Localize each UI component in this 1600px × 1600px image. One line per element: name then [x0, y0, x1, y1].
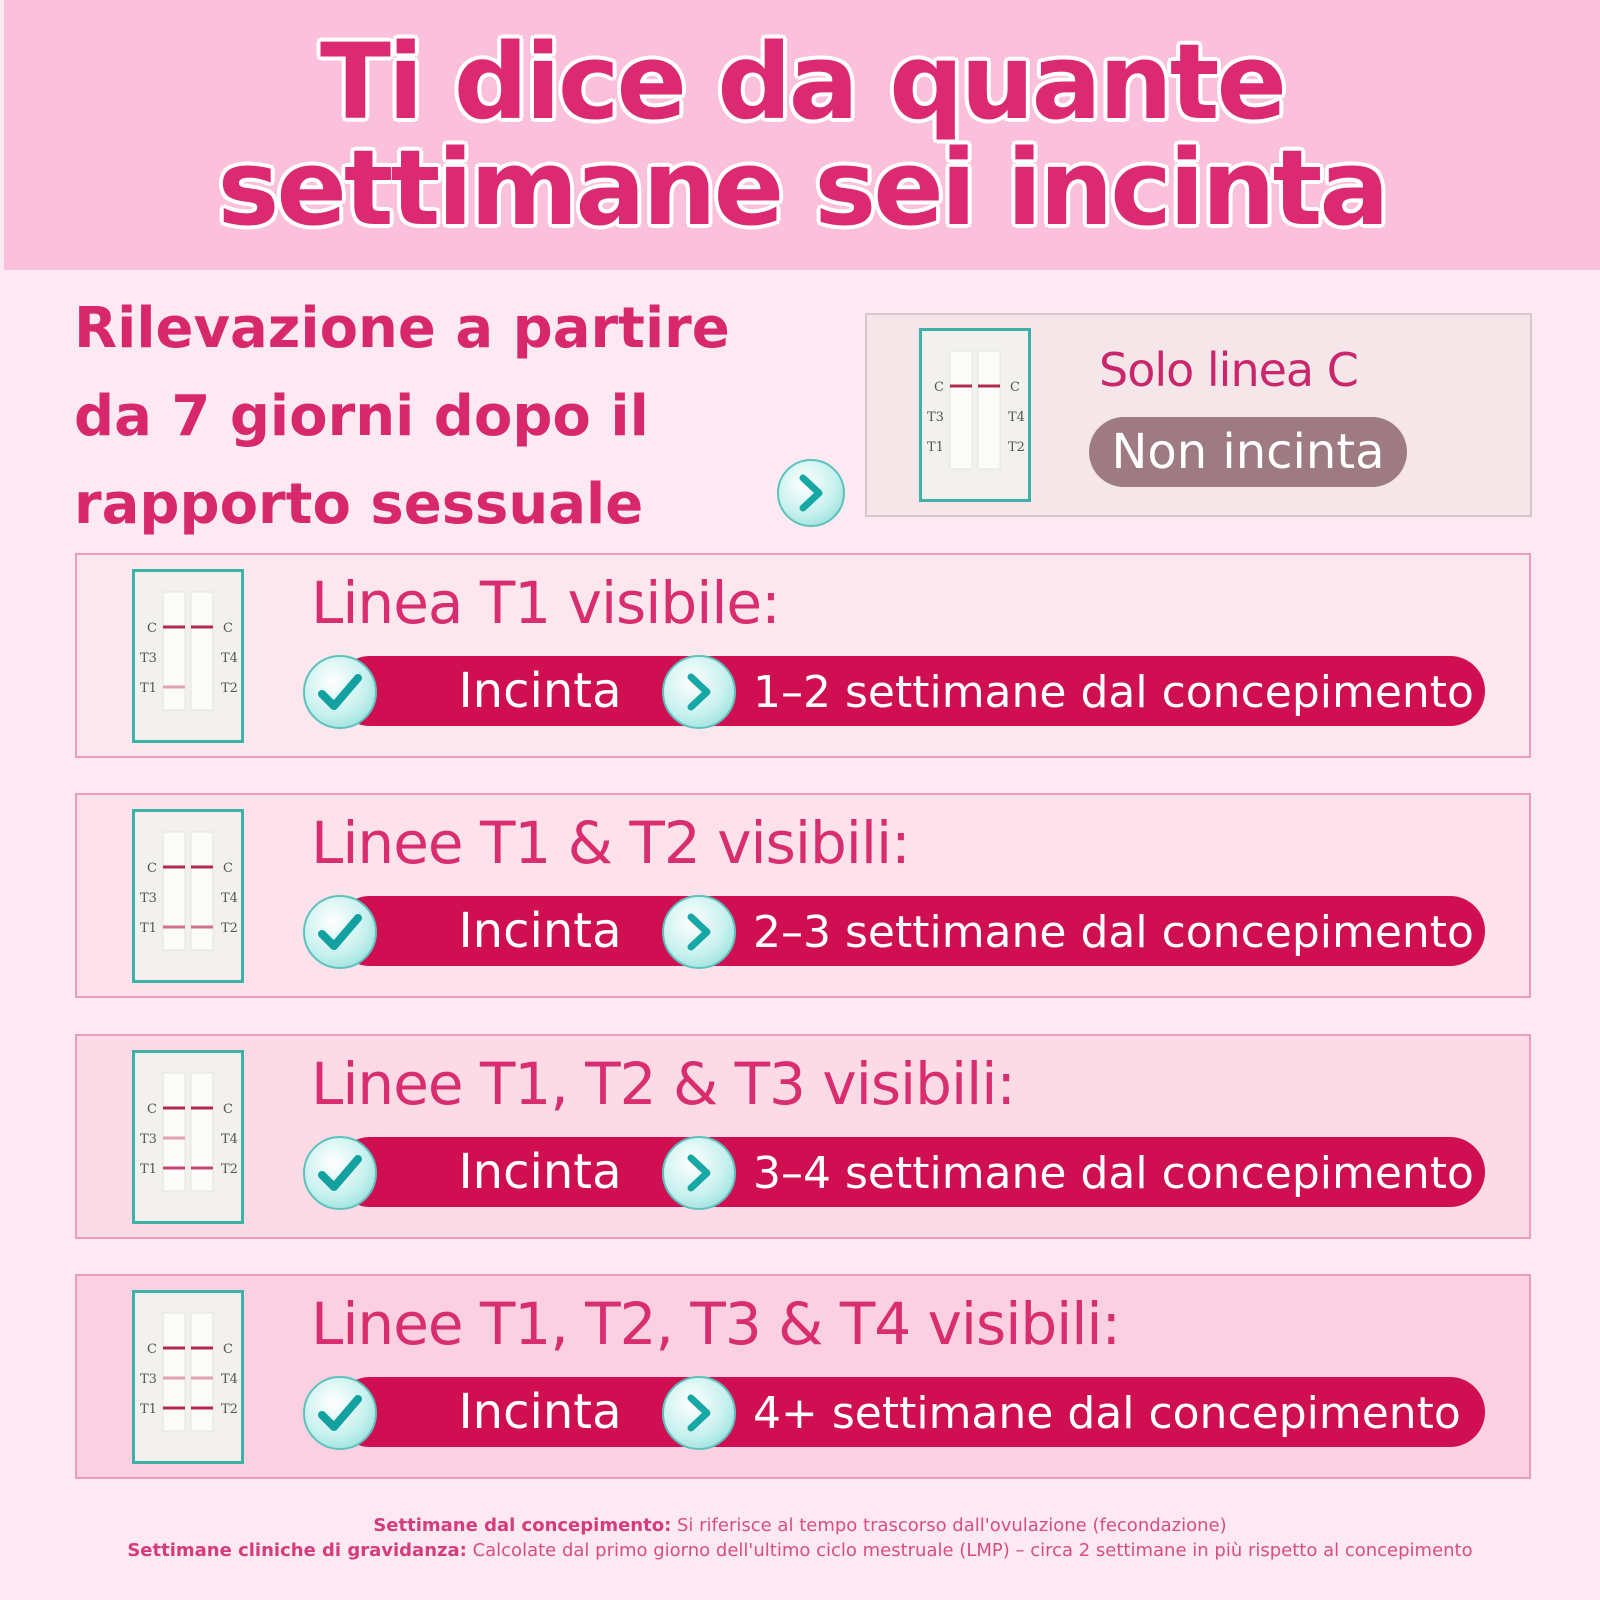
footnote-2-text: Calcolate dal primo giorno dell'ultimo ciclo mestruale (LMP) – circa 2 settimane in più rispetto al concepimento	[466, 1540, 1473, 1561]
negative-result-card	[865, 313, 1532, 517]
check-icon	[303, 895, 377, 969]
check-icon	[303, 1376, 377, 1450]
result-bar	[335, 1377, 1485, 1447]
intro-text	[74, 285, 774, 549]
headline-line-2: settimane sei incinta	[217, 127, 1387, 249]
strip-label-t4: T4	[1008, 410, 1025, 425]
svg-text:T3: T3	[140, 891, 157, 906]
strip-label-c: C	[1010, 380, 1020, 395]
chevron-right-icon	[662, 1376, 736, 1450]
intro-line-3: rapporto sessuale	[74, 472, 644, 537]
result-weeks: 3–4 settimane dal concepimento	[753, 1148, 1474, 1199]
result-status: Incinta	[458, 903, 622, 959]
footnote-1-term: Settimane dal concepimento:	[373, 1515, 672, 1536]
svg-text:C: C	[223, 621, 233, 636]
test-strip-image	[132, 569, 244, 743]
svg-text:C: C	[147, 1102, 157, 1117]
result-title: Linee T1, T2 & T3 visibili:	[311, 1050, 1015, 1118]
result-row-1	[75, 553, 1531, 758]
result-bar	[335, 896, 1485, 966]
test-strip-image	[919, 328, 1031, 502]
intro-line-1: Rilevazione a partire	[74, 296, 730, 361]
svg-text:T1: T1	[140, 1402, 157, 1417]
intro-line-2: da 7 giorni dopo il	[74, 384, 649, 449]
chevron-right-icon	[662, 1136, 736, 1210]
svg-text:T4: T4	[221, 891, 238, 906]
svg-text:T2: T2	[221, 921, 238, 936]
svg-text:C: C	[147, 861, 157, 876]
svg-text:T1: T1	[140, 921, 157, 936]
svg-text:T1: T1	[140, 681, 157, 696]
svg-text:T3: T3	[140, 651, 157, 666]
result-status: Incinta	[458, 1384, 622, 1440]
footnote-1-text: Si riferisce al tempo trascorso dall'ovulazione (fecondazione)	[671, 1515, 1227, 1536]
svg-text:T4: T4	[221, 1132, 238, 1147]
svg-text:C: C	[147, 1342, 157, 1357]
svg-text:T2: T2	[221, 681, 238, 696]
header-banner	[4, 0, 1600, 270]
result-row-3	[75, 1034, 1531, 1239]
strip-label-t2: T2	[1008, 440, 1025, 455]
svg-text:T1: T1	[140, 1162, 157, 1177]
svg-text:T3: T3	[140, 1372, 157, 1387]
strip-label-c: C	[934, 380, 944, 395]
result-status: Incinta	[458, 1144, 622, 1200]
svg-text:T4: T4	[221, 1372, 238, 1387]
result-weeks: 1–2 settimane dal concepimento	[753, 667, 1474, 718]
chevron-right-icon	[777, 459, 845, 527]
headline-line-1: Ti dice da quante	[319, 21, 1285, 143]
chevron-right-icon	[662, 895, 736, 969]
svg-text:C: C	[147, 621, 157, 636]
test-strip-image	[132, 1290, 244, 1464]
check-icon	[303, 655, 377, 729]
footnote-2-term: Settimane cliniche di gravidanza:	[127, 1540, 467, 1561]
svg-text:T4: T4	[221, 651, 238, 666]
strip-label-t1: T1	[927, 440, 944, 455]
test-strip-image	[132, 1050, 244, 1224]
result-title: Linee T1, T2, T3 & T4 visibili:	[311, 1290, 1121, 1358]
svg-text:T2: T2	[221, 1162, 238, 1177]
footnote-1	[0, 1515, 1600, 1536]
result-row-4	[75, 1274, 1531, 1479]
svg-text:T2: T2	[221, 1402, 238, 1417]
svg-text:T3: T3	[140, 1132, 157, 1147]
strip-label-t3: T3	[927, 410, 944, 425]
svg-text:C: C	[223, 1342, 233, 1357]
result-status: Incinta	[458, 663, 622, 719]
result-bar	[335, 656, 1485, 726]
result-weeks: 4+ settimane dal concepimento	[753, 1388, 1461, 1439]
result-bar	[335, 1137, 1485, 1207]
footnote-2	[0, 1540, 1600, 1561]
result-title: Linee T1 & T2 visibili:	[311, 809, 910, 877]
test-strip-image	[132, 809, 244, 983]
svg-text:C: C	[223, 1102, 233, 1117]
chevron-right-icon	[662, 655, 736, 729]
negative-status-badge: Non incinta	[1089, 417, 1407, 487]
negative-label: Solo linea C	[1099, 343, 1358, 397]
result-weeks: 2–3 settimane dal concepimento	[753, 907, 1474, 958]
svg-text:C: C	[223, 861, 233, 876]
check-icon	[303, 1136, 377, 1210]
result-title: Linea T1 visibile:	[311, 569, 780, 637]
result-row-2	[75, 793, 1531, 998]
